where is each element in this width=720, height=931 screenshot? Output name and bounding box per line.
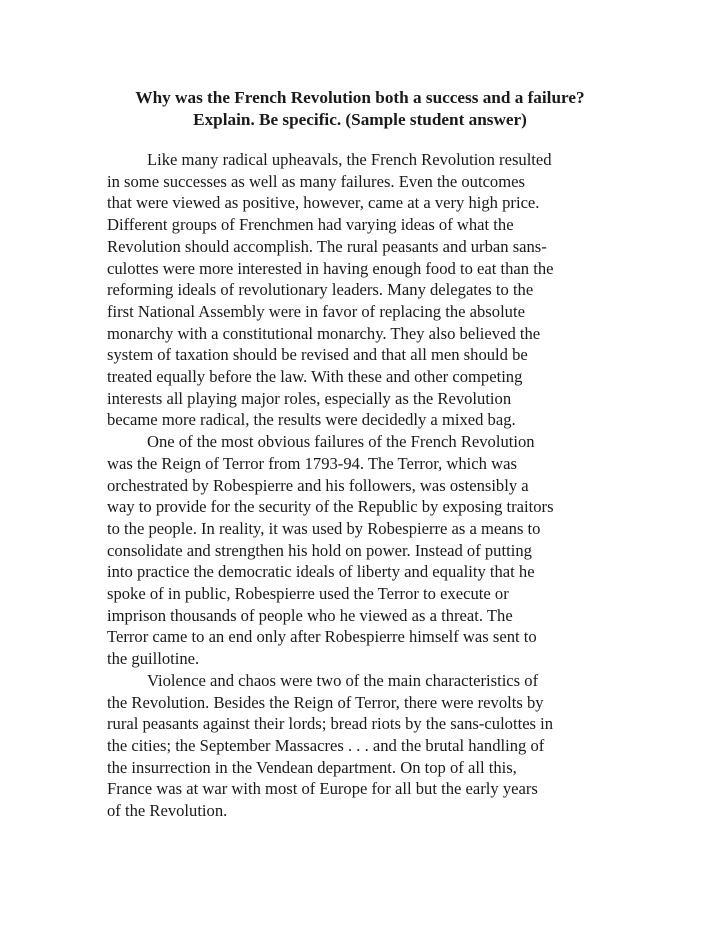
paragraph-3-line: rural peasants against their lords; bread riots by the sans-culottes in — [107, 714, 554, 734]
title-line-2: Explain. Be specific. (Sample student answer) — [193, 110, 527, 129]
paragraph-3-line: France was at war with most of Europe for all but the early years — [107, 779, 538, 799]
paragraph-1-line: monarchy with a constitutional monarchy. They also believed the — [107, 323, 541, 343]
paragraph-1-line: reforming ideals of revolutionary leaders. Many delegates to the — [107, 280, 534, 300]
paragraph-3-line: the Revolution. Besides the Reign of Terror, there were revolts by — [107, 692, 544, 712]
paragraph-2-line: consolidate and strengthen his hold on power. Instead of putting — [107, 540, 532, 560]
paragraph-2-line: spoke of in public, Robespierre used the Terror to execute or — [107, 584, 509, 604]
paragraph-2-line: One of the most obvious failures of the French Revolution — [147, 432, 535, 452]
paragraph-2-line: the guillotine. — [107, 649, 200, 669]
paragraph-1-line: became more radical, the results were decidedly a mixed bag. — [107, 410, 516, 430]
paragraph-1-line: interests all playing major roles, especially as the Revolution — [107, 388, 512, 408]
document-body — [107, 149, 627, 822]
document-title — [60, 87, 660, 131]
paragraph-1-line: Different groups of Frenchmen had varying ideas of what the — [107, 215, 514, 235]
paragraph-1-line: Revolution should accomplish. The rural peasants and urban sans- — [107, 236, 547, 256]
paragraph-2-line: way to provide for the security of the Republic by exposing traitors — [107, 497, 554, 517]
paragraph-3-line: of the Revolution. — [107, 801, 228, 821]
paragraph-1-line: Like many radical upheavals, the French Revolution resulted — [147, 150, 552, 169]
paragraph-1-line: treated equally before the law. With these and other competing — [107, 367, 523, 387]
paragraph-2-line: imprison thousands of people who he viewed as a threat. The — [107, 605, 513, 625]
paragraph-1-line: culottes were more interested in having enough food to eat than the — [107, 258, 554, 278]
paragraph-1-line: in some successes as well as many failures. Even the outcomes — [107, 171, 525, 191]
title-line-1: Why was the French Revolution both a success and a failure? — [135, 88, 585, 107]
paragraph-3-line: the insurrection in the Vendean department. On top of all this, — [107, 757, 517, 777]
paragraph-2-line: orchestrated by Robespierre and his followers, was ostensibly a — [107, 475, 529, 495]
paragraph-1-line: first National Assembly were in favor of replacing the absolute — [107, 301, 525, 321]
paragraph-1-line: that were viewed as positive, however, came at a very high price. — [107, 193, 540, 213]
paragraph-1-line: system of taxation should be revised and that all men should be — [107, 345, 528, 365]
paragraph-2-line: to the people. In reality, it was used by Robespierre as a means to — [107, 518, 541, 538]
paragraph-2-line: Terror came to an end only after Robespierre himself was sent to — [107, 627, 537, 647]
paragraph-3-line: Violence and chaos were two of the main characteristics of — [147, 670, 539, 690]
paragraph-2-line: was the Reign of Terror from 1793-94. The Terror, which was — [107, 453, 517, 473]
paragraph-2-line: into practice the democratic ideals of liberty and equality that he — [107, 562, 535, 582]
paragraph-3-line: the cities; the September Massacres . . . and the brutal handling of — [107, 735, 545, 755]
